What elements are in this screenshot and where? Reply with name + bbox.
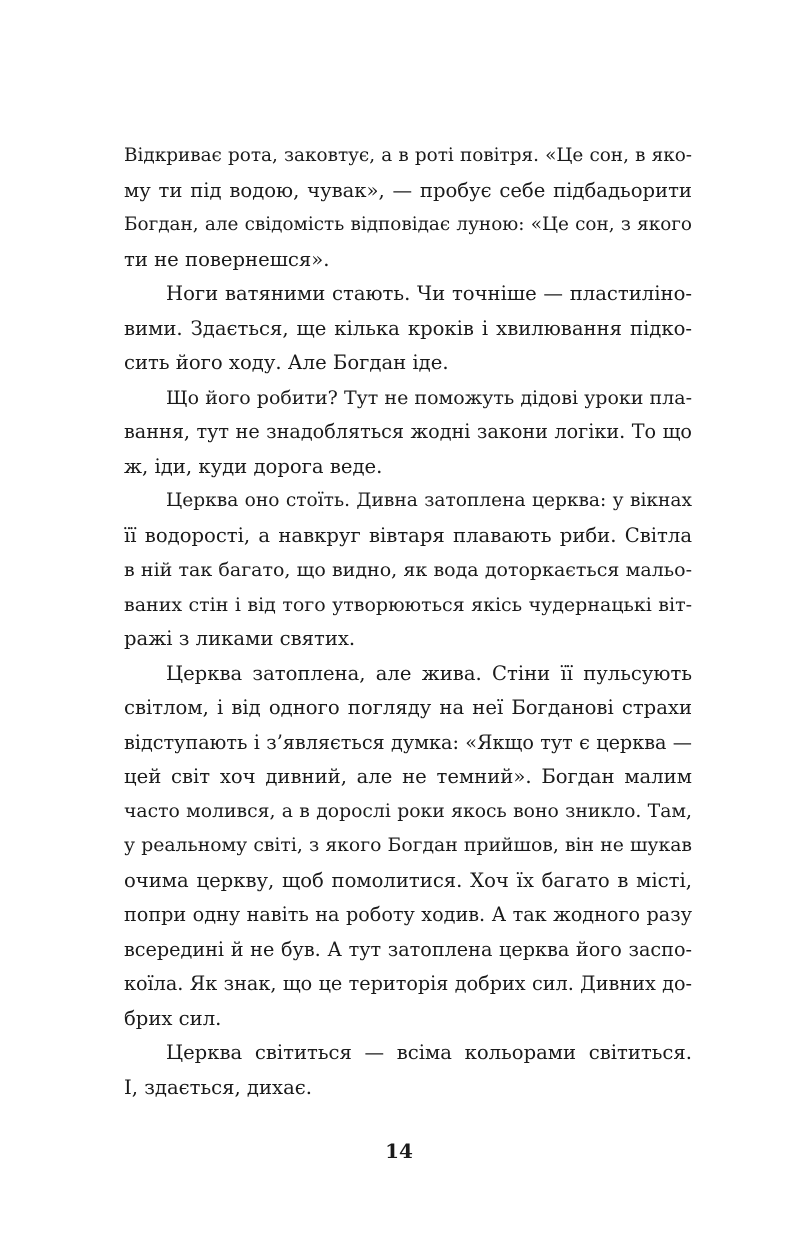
text-line: му ти під водою, чувак», — пробує себе підбадьорити xyxy=(124,178,692,202)
text-line: Церква світиться — всіма кольорами світиться. xyxy=(166,1041,692,1064)
body-text xyxy=(124,139,692,1105)
text-line: відступають і з’являється думка: «Якщо тут є церква — xyxy=(124,730,692,754)
text-line: ражі з ликами святих. xyxy=(124,627,356,650)
text-line: ти не повернешся». xyxy=(124,247,330,271)
paragraph xyxy=(124,1036,692,1105)
text-line: ваних стін і від того утворюються якісь чудернацькі віт- xyxy=(124,593,692,616)
text-line: попри одну навіть на роботу ходив. А так жодного разу xyxy=(124,903,692,926)
text-line: ж, іди, куди дорога веде. xyxy=(124,454,383,478)
paragraph xyxy=(124,484,692,657)
text-line: Що його робити? Тут не поможуть дідові уроки пла- xyxy=(166,386,692,409)
text-line: у реальному світі, з якого Богдан прийшов, він не шукав xyxy=(124,835,692,856)
text-line: всередині й не був. А тут затоплена церква його заспо- xyxy=(124,937,692,961)
text-line: вими. Здається, ще кілька кроків і хвилювання підко- xyxy=(124,316,692,340)
text-line: Церква затоплена, але жива. Стіни її пульсують xyxy=(166,661,692,685)
paragraph xyxy=(124,657,692,1037)
text-line: Церква оно стоїть. Дивна затоплена церква: у вікнах xyxy=(166,490,692,511)
paragraph xyxy=(124,139,692,277)
text-line: І, здається, дихає. xyxy=(124,1075,312,1099)
text-line: часто молився, а в дорослі роки якось воно зникло. Там, xyxy=(124,800,692,822)
text-line: Богдан, але свідомість відповідає луною: «Це сон, з якого xyxy=(124,214,692,235)
text-line: брих сил. xyxy=(124,1006,222,1030)
paragraph xyxy=(124,381,692,485)
text-line: цей світ хоч дивний, але не темний». Богдан малим xyxy=(124,765,692,788)
page-number: 14 xyxy=(385,1139,413,1163)
paragraph xyxy=(124,277,692,381)
text-line: коїла. Як знак, що це територія добрих сил. Дивних до- xyxy=(124,972,692,995)
text-line: світлом, і від одного погляду на неї Богданові страхи xyxy=(124,696,692,719)
text-line: вання, тут не знадобляться жодні закони логіки. То що xyxy=(124,420,692,443)
text-line: Відкриває рота, заковтує, а в роті повітря. «Це сон, в яко- xyxy=(124,145,692,166)
text-line: очима церкву, щоб помолитися. Хоч їх багато в місті, xyxy=(124,868,692,892)
text-line: в ній так багато, що видно, як вода доторкається мальо- xyxy=(124,559,692,581)
text-line: сить його ходу. Але Богдан іде. xyxy=(124,351,449,374)
text-line: її водорості, а навкруг вівтаря плавають риби. Світла xyxy=(124,523,692,547)
text-line: Ноги ватяними стають. Чи точніше — пластиліно- xyxy=(166,282,692,305)
